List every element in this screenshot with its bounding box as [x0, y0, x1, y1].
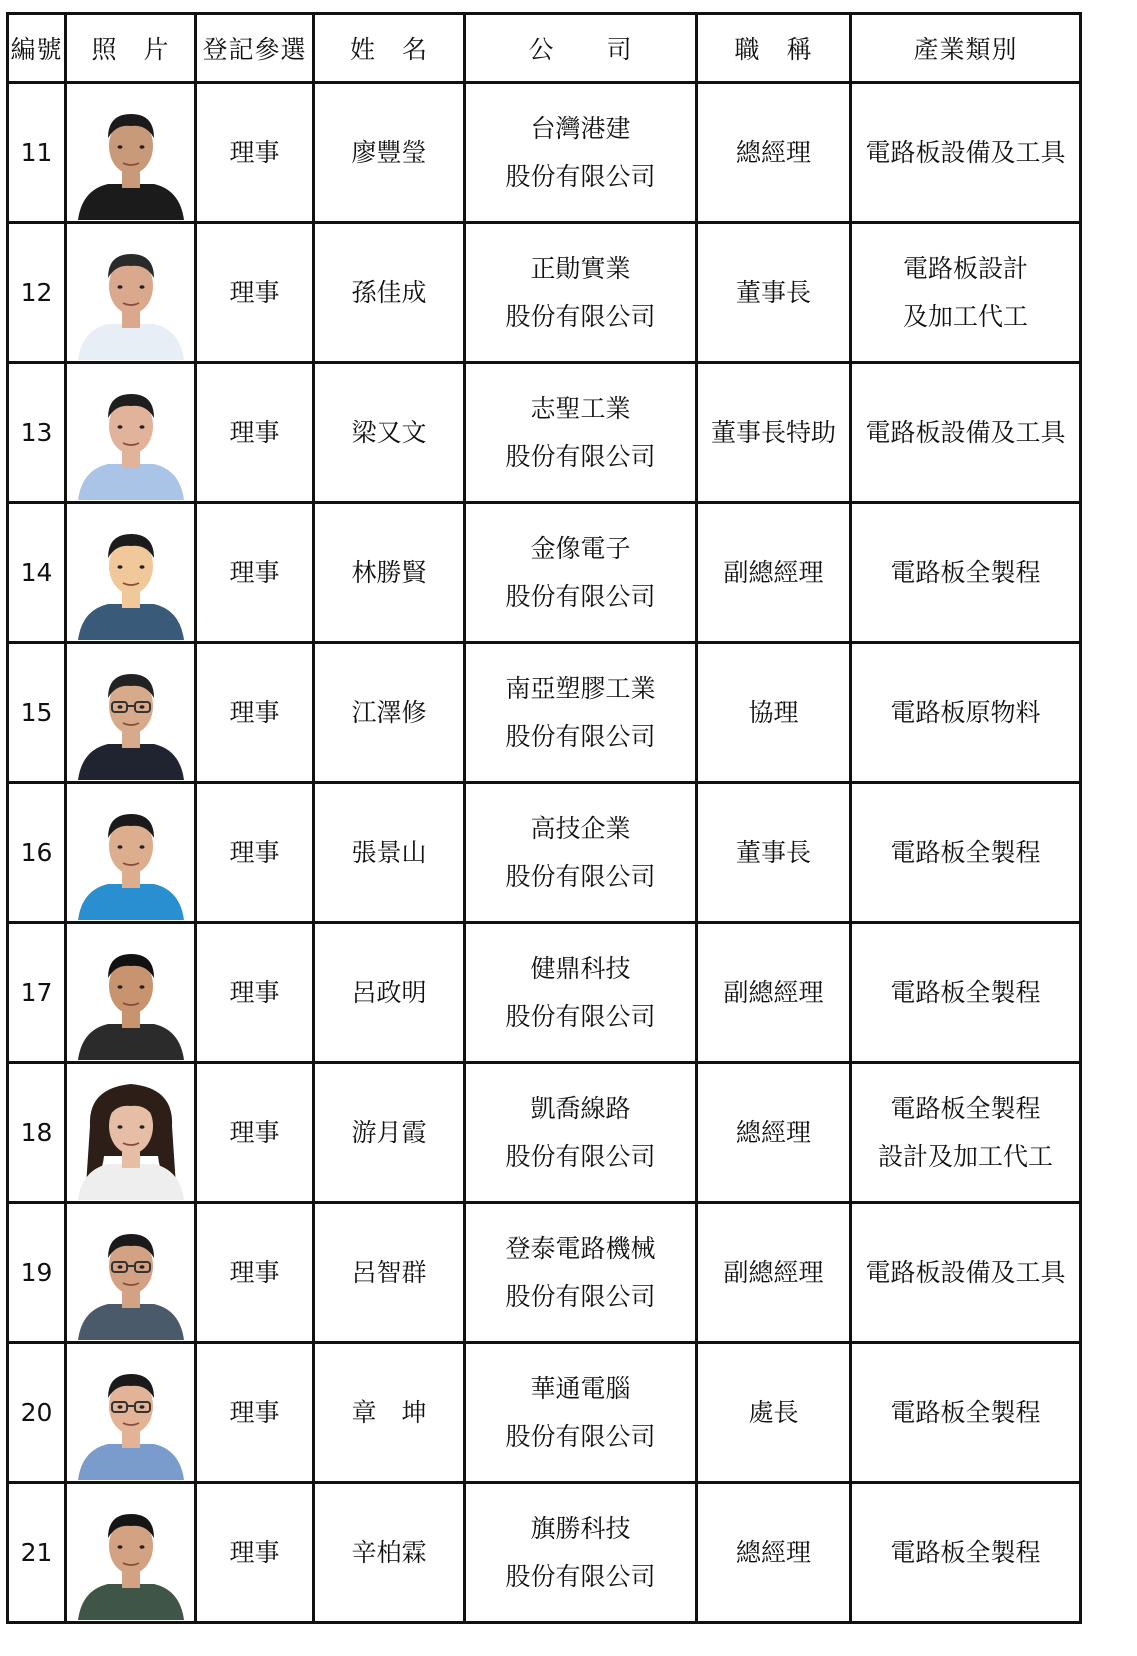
company-line: 台灣港建 [530, 113, 631, 143]
company-line: 股份有限公司 [505, 581, 656, 611]
industry-cell [851, 363, 1081, 503]
photo-cell [66, 363, 196, 503]
table-row [8, 643, 1081, 783]
company-cell [465, 1203, 697, 1343]
photo-cell [66, 643, 196, 783]
portrait-photo [72, 226, 190, 360]
portrait-photo [72, 1486, 190, 1620]
industry-line: 電路板設備及工具 [865, 417, 1066, 447]
industry-cell [851, 223, 1081, 363]
registration-cell: 理事 [196, 363, 314, 503]
company-line: 股份有限公司 [505, 1421, 656, 1451]
industry-cell [851, 643, 1081, 783]
name-cell: 呂智群 [314, 1203, 465, 1343]
photo-cell [66, 1343, 196, 1483]
company-line: 高技企業 [530, 813, 631, 843]
job-title-cell: 協理 [697, 643, 851, 783]
table-row [8, 223, 1081, 363]
job-title-cell: 處長 [697, 1343, 851, 1483]
name-cell: 廖豐瑩 [314, 83, 465, 223]
company-cell [465, 223, 697, 363]
header-company: 公 司 [465, 14, 697, 83]
roster-table [6, 12, 1082, 1624]
company-cell [465, 1483, 697, 1623]
industry-line: 電路板原物料 [890, 697, 1041, 727]
header-job-title: 職 稱 [697, 14, 851, 83]
company-line: 登泰電路機械 [505, 1233, 656, 1263]
company-line: 股份有限公司 [505, 1281, 656, 1311]
photo-cell [66, 223, 196, 363]
company-line: 凱喬線路 [530, 1093, 631, 1123]
name-cell: 孫佳成 [314, 223, 465, 363]
industry-line: 電路板設計 [902, 253, 1028, 283]
table-row [8, 83, 1081, 223]
table-row [8, 923, 1081, 1063]
company-cell [465, 1063, 697, 1203]
industry-line: 電路板全製程 [890, 557, 1041, 587]
name-cell: 林勝賢 [314, 503, 465, 643]
header-number: 編號 [8, 14, 66, 83]
photo-cell [66, 1203, 196, 1343]
industry-cell [851, 1483, 1081, 1623]
row-number: 16 [8, 783, 66, 923]
company-cell [465, 643, 697, 783]
portrait-photo [72, 646, 190, 780]
portrait-photo [72, 506, 190, 640]
industry-line: 電路板全製程 [890, 1537, 1041, 1567]
name-cell: 章 坤 [314, 1343, 465, 1483]
name-cell: 辛柏霖 [314, 1483, 465, 1623]
job-title-cell: 總經理 [697, 1483, 851, 1623]
row-number: 11 [8, 83, 66, 223]
portrait-photo [72, 1206, 190, 1340]
company-line: 股份有限公司 [505, 161, 656, 191]
row-number: 13 [8, 363, 66, 503]
portrait-photo [72, 366, 190, 500]
company-line: 正勛實業 [530, 253, 631, 283]
portrait-photo [72, 86, 190, 220]
job-title-cell: 董事長 [697, 223, 851, 363]
company-line: 金像電子 [530, 533, 631, 563]
industry-cell [851, 503, 1081, 643]
registration-cell: 理事 [196, 1203, 314, 1343]
company-cell [465, 363, 697, 503]
row-number: 21 [8, 1483, 66, 1623]
photo-cell [66, 923, 196, 1063]
registration-cell: 理事 [196, 923, 314, 1063]
registration-cell: 理事 [196, 643, 314, 783]
job-title-cell: 董事長 [697, 783, 851, 923]
row-number: 12 [8, 223, 66, 363]
row-number: 19 [8, 1203, 66, 1343]
portrait-photo [72, 786, 190, 920]
industry-cell [851, 1203, 1081, 1343]
company-line: 南亞塑膠工業 [505, 673, 656, 703]
registration-cell: 理事 [196, 1063, 314, 1203]
job-title-cell: 副總經理 [697, 923, 851, 1063]
header-row [8, 14, 1081, 83]
header-registration: 登記參選 [196, 14, 314, 83]
industry-line: 電路板設備及工具 [865, 1257, 1066, 1287]
portrait-photo [72, 1346, 190, 1480]
table-row [8, 1343, 1081, 1483]
industry-cell [851, 1343, 1081, 1483]
company-line: 股份有限公司 [505, 441, 656, 471]
industry-line: 設計及加工代工 [877, 1141, 1053, 1171]
industry-line: 電路板全製程 [890, 977, 1041, 1007]
company-line: 華通電腦 [530, 1373, 631, 1403]
table-row [8, 1483, 1081, 1623]
name-cell: 游月霞 [314, 1063, 465, 1203]
industry-cell [851, 783, 1081, 923]
table-row [8, 363, 1081, 503]
table-row [8, 503, 1081, 643]
portrait-photo [72, 1066, 190, 1200]
portrait-photo [72, 926, 190, 1060]
row-number: 15 [8, 643, 66, 783]
job-title-cell: 副總經理 [697, 1203, 851, 1343]
photo-cell [66, 503, 196, 643]
table-row [8, 1063, 1081, 1203]
company-cell [465, 1343, 697, 1483]
name-cell: 梁又文 [314, 363, 465, 503]
company-line: 健鼎科技 [530, 953, 631, 983]
industry-cell [851, 83, 1081, 223]
company-cell [465, 923, 697, 1063]
header-name: 姓 名 [314, 14, 465, 83]
company-line: 股份有限公司 [505, 1001, 656, 1031]
registration-cell: 理事 [196, 503, 314, 643]
industry-cell [851, 923, 1081, 1063]
company-line: 股份有限公司 [505, 861, 656, 891]
header-photo: 照 片 [66, 14, 196, 83]
company-line: 股份有限公司 [505, 1141, 656, 1171]
industry-line: 電路板全製程 [890, 837, 1041, 867]
company-cell [465, 503, 697, 643]
name-cell: 張景山 [314, 783, 465, 923]
photo-cell [66, 83, 196, 223]
company-cell [465, 83, 697, 223]
company-line: 股份有限公司 [505, 1561, 656, 1591]
table-row [8, 783, 1081, 923]
industry-line: 電路板設備及工具 [865, 137, 1066, 167]
row-number: 20 [8, 1343, 66, 1483]
job-title-cell: 副總經理 [697, 503, 851, 643]
registration-cell: 理事 [196, 83, 314, 223]
row-number: 17 [8, 923, 66, 1063]
industry-cell [851, 1063, 1081, 1203]
table-row [8, 1203, 1081, 1343]
job-title-cell: 董事長特助 [697, 363, 851, 503]
registration-cell: 理事 [196, 783, 314, 923]
company-line: 志聖工業 [530, 393, 631, 423]
header-industry: 產業類別 [851, 14, 1081, 83]
job-title-cell: 總經理 [697, 83, 851, 223]
row-number: 18 [8, 1063, 66, 1203]
industry-line: 電路板全製程 [890, 1397, 1041, 1427]
company-line: 股份有限公司 [505, 721, 656, 751]
row-number: 14 [8, 503, 66, 643]
photo-cell [66, 1063, 196, 1203]
industry-line: 電路板全製程 [890, 1093, 1041, 1123]
photo-cell [66, 1483, 196, 1623]
registration-cell: 理事 [196, 1343, 314, 1483]
company-cell [465, 783, 697, 923]
industry-line: 及加工代工 [902, 301, 1028, 331]
name-cell: 呂政明 [314, 923, 465, 1063]
registration-cell: 理事 [196, 223, 314, 363]
name-cell: 江澤修 [314, 643, 465, 783]
company-line: 旗勝科技 [530, 1513, 631, 1543]
company-line: 股份有限公司 [505, 301, 656, 331]
job-title-cell: 總經理 [697, 1063, 851, 1203]
photo-cell [66, 783, 196, 923]
registration-cell: 理事 [196, 1483, 314, 1623]
